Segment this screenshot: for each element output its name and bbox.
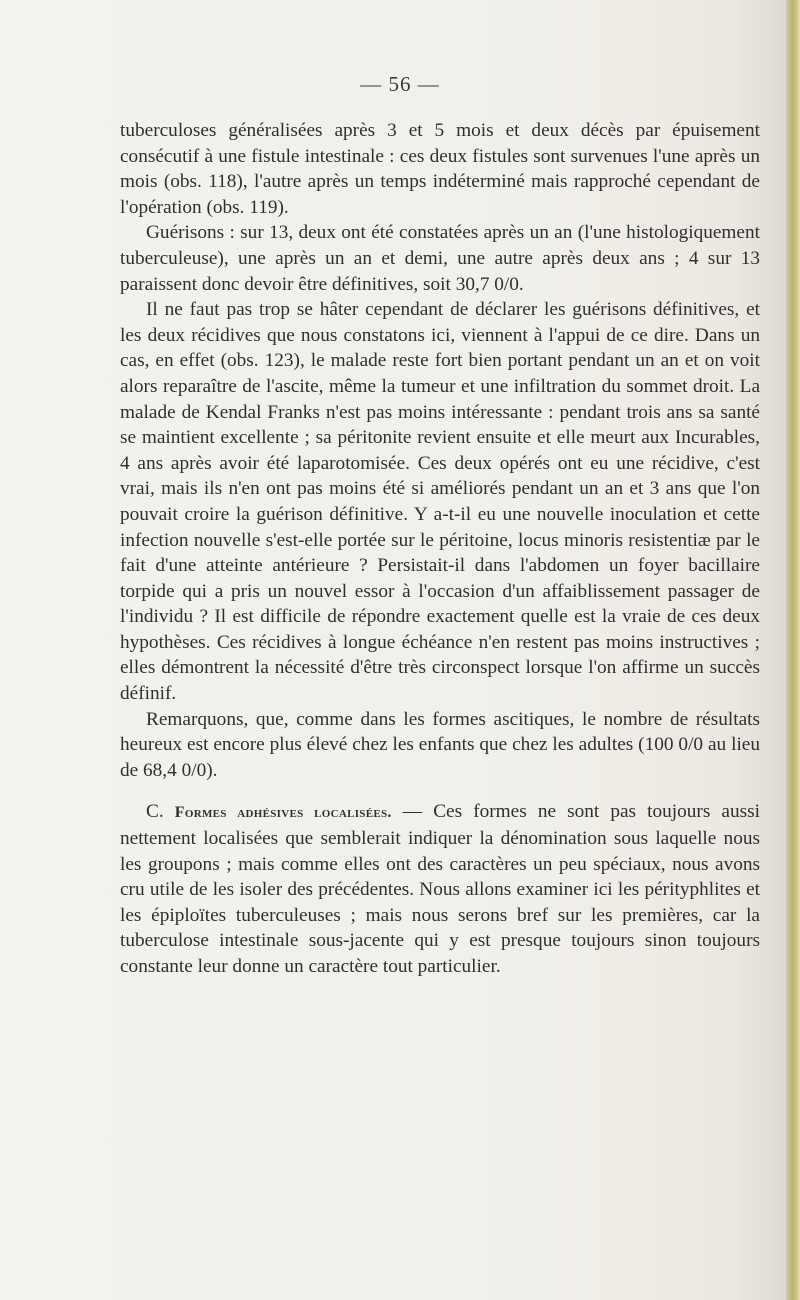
paragraph-1: tuberculoses généralisées après 3 et 5 mois et deux décès par épuisement consécutif à une fistule intestinale : ces deux fistules sont survenues l'une après un mois (obs. 118), l'autre après un temps indéterminé mais rapproché cependant de l'opération (obs. 119). <box>120 120 760 218</box>
section-dash: — <box>391 801 434 823</box>
page-edge <box>786 0 800 1300</box>
paragraph-3: Il ne faut pas trop se hâter cependant de déclarer les guérisons définitives, et les deux récidives que nous constatons ici, viennent à l'appui de ce dire. Dans un cas, en effet (obs. 123), le malade reste fort bien portant pendant un an et on voit alors reparaître de l'ascite, même la tumeur et une infiltration du sommet droit. La malade de Kendal Franks n'est pas moins intéressante : pendant trois ans sa santé se maintient excellente ; sa péritonite revient ensuite et elle meurt aux Incurables, 4 ans après avoir été laparotomisée. Ces deux opérés ont eu une récidive, c'est vrai, mais ils n'en ont pas moins été si améliorés pendant un an et 3 ans que l'on pouvait croire la guérison définitive. Y a-t-il eu une nouvelle inoculation et cette infection nouvelle s'est-elle portée sur le péritoine, locus minoris resistentiæ par le fait d'une atteinte antérieure ? Persistait-il dans l'abdomen un foyer bacillaire torpide qui a pris un nouvel essor à l'occasion d'un affaiblissement passager de l'individu ? Il est difficile de répondre exactement quelle est la vraie de ces deux hypothèses. Ces récidives à longue échéance n'en restent pas moins instructives ; elles démontrent la nécessité d'être très circonspect lorsque l'on affirme un succès définif. <box>120 299 760 705</box>
section-c-text: Ces formes ne sont pas toujours aussi nettement localisées que semblerait indiquer la dénomination sous laquelle nous les groupons ; mais comme elles ont des caractères un peu spéciaux, nous avons cru utile de les isoler des précédentes. Nous allons examiner ici les pérityphlites et les épiploïtes tuberculeuses ; mais nous serons bref sur les premières, car la tuberculose intestinale sous-jacente qui y est presque toujours sinon toujours constante leur donne un caractère tout particulier. <box>120 801 760 977</box>
paragraph-2: Guérisons : sur 13, deux ont été constatées après un an (l'une histologiquement tuberculeuse), une après un an et demi, une autre après deux ans ; 4 sur 13 paraissent donc devoir être définitives, soit 30,7 0/0. <box>120 222 760 295</box>
paragraph-4: Remarquons, que, comme dans les formes ascitiques, le nombre de résultats heureux est encore plus élevé chez les enfants que chez les adultes (100 0/0 au lieu de 68,4 0/0). <box>120 708 760 781</box>
section-heading: Formes adhésives localisées. <box>174 804 392 822</box>
page-number: — 56 — <box>360 72 440 96</box>
body-text <box>120 118 760 980</box>
section-label: C. <box>146 801 164 823</box>
section-c-paragraph <box>120 799 760 979</box>
